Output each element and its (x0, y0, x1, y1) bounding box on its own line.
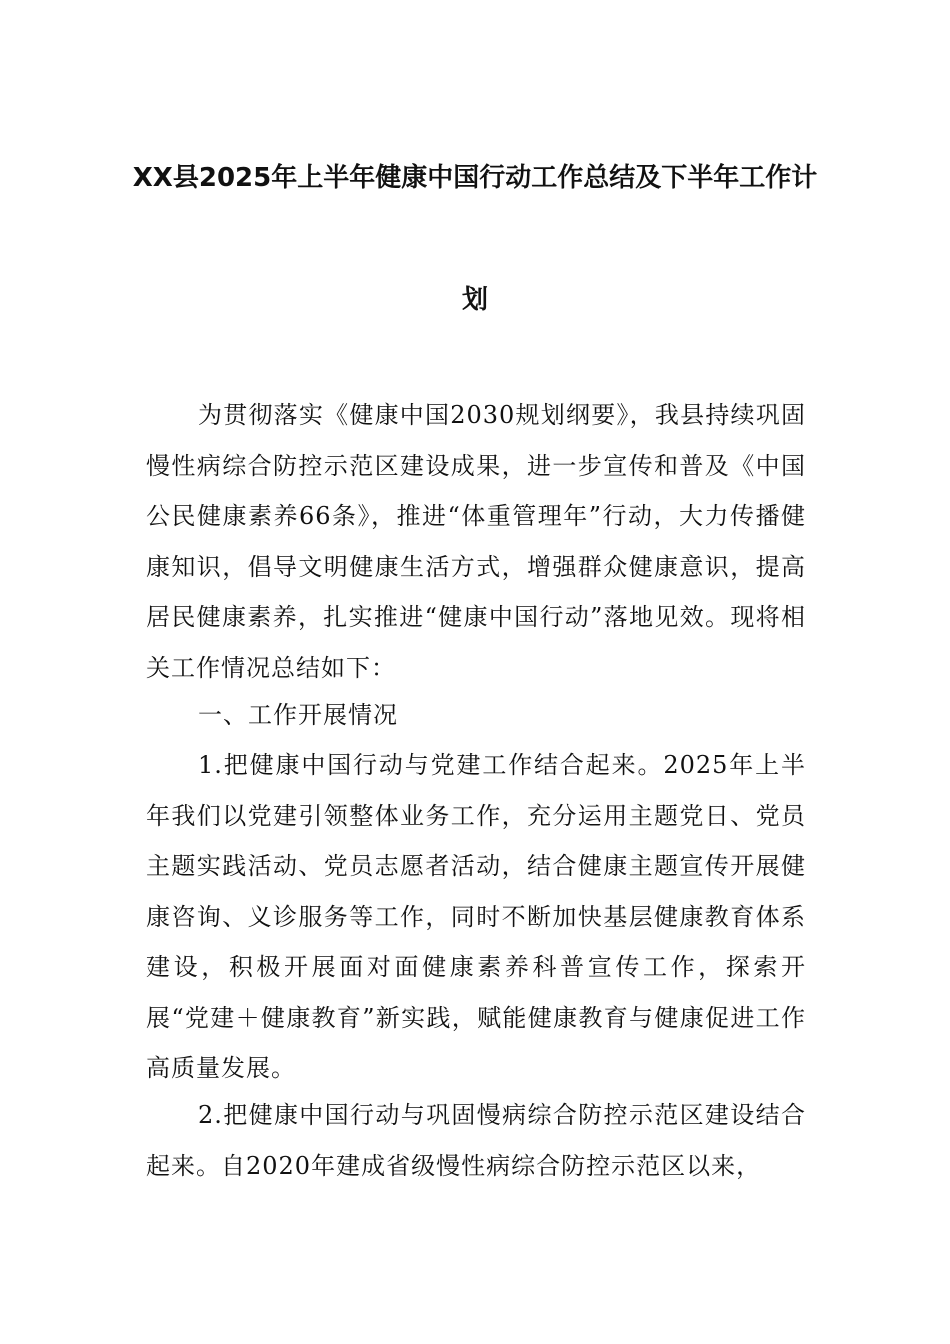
section-heading: 一、工作开展情况 (198, 701, 398, 729)
document-title-line-1: XX县2025年上半年健康中国行动工作总结及下半年工作计 (132, 163, 818, 193)
item-2-paragraph: 2.把健康中国行动与巩固慢病综合防控示范区建设结合起来。自2020年建成省级慢性病综合防控示范区以来， (146, 1101, 806, 1180)
document-title-line-2: 划 (461, 285, 488, 315)
item-1-paragraph: 1.把健康中国行动与党建工作结合起来。2025年上半年我们以党建引领整体业务工作，充分运用主题党日、党员主题实践活动、党员志愿者活动，结合健康主题宣传开展健康咨询、义诊服务等工作，同时不断加快基层健康教育体系建设，积极开展面对面健康素养科普宣传工作，探索开展“党建＋健康教育”新实践，赋能健康教育与健康促进工作高质量发展。 (146, 751, 806, 1082)
intro-paragraph: 为贯彻落实《健康中国2030规划纲要》，我县持续巩固慢性病综合防控示范区建设成果，进一步宣传和普及《中国公民健康素养66条》，推进“体重管理年”行动，大力传播健康知识，倡导文明健康生活方式，增强群众健康意识，提高居民健康素养，扎实推进“健康中国行动”落地见效。现将相关工作情况总结如下： (146, 401, 806, 682)
